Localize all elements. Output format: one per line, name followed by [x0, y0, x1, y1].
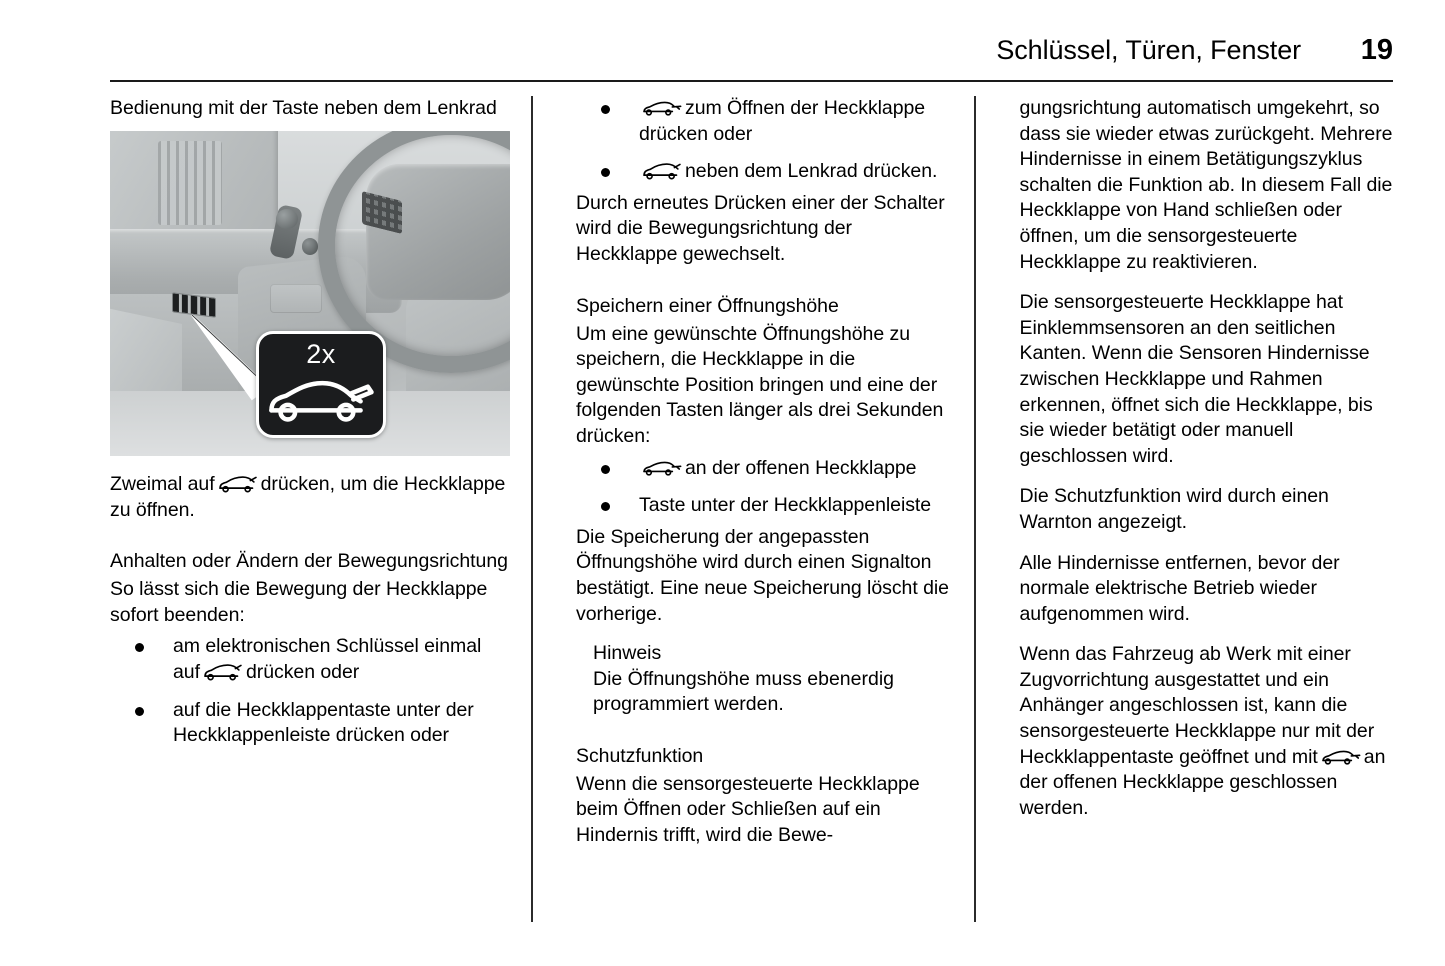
- bullet-text: zum Öffnen der Heckklappe drücken oder: [639, 97, 926, 145]
- figure-vehicle-interior: [110, 131, 510, 456]
- list-item: [110, 634, 510, 685]
- steering-wheel-hub: [366, 164, 510, 301]
- paragraph-speichern-anleitung: Um eine gewünschte Öffnungshöhe zu speichern, die Heckklappe in die gewünschte Position bringen und eine der folgenden Tasten länger als drei Sekunden drücken:: [576, 322, 944, 447]
- bullet-list-anhalten: [110, 634, 510, 748]
- bullet-dot-icon: [601, 465, 610, 474]
- paragraph-zweimal-druecken: [110, 472, 510, 523]
- paragraph-erneutes-druecken: Durch erneutes Drücken einer der Schalter wird die Bewegungsrichtung der Heckklappe gewechselt.: [576, 191, 945, 265]
- chapter-title: Schlüssel, Türen, Fenster: [996, 35, 1301, 65]
- car-tailgate-open-icon: [642, 99, 682, 117]
- gear-stalk-knob: [276, 209, 298, 229]
- car-tailgate-closed-icon: [203, 663, 243, 681]
- bullet-text-before: am elektronischen Schlüssel einmal auf: [173, 635, 482, 683]
- heading-speichern-oeffnungshoehe: Speichern einer Öffnungshöhe: [576, 294, 839, 317]
- paragraph-warnton: Die Schutzfunktion wird durch einen Warnton angezeigt.: [1019, 485, 1329, 533]
- list-item: [576, 159, 952, 185]
- car-tailgate-open-icon: [266, 374, 375, 423]
- paragraph-hindernisse-entfernen: Alle Hindernisse entfernen, bevor der normale elektrische Betrieb wieder aufgenommen wird.: [1019, 551, 1340, 625]
- heading-bedienung-taste-lenkrad: Bedienung mit der Taste neben dem Lenkrad: [110, 97, 497, 119]
- bullet-dot-icon: [601, 168, 610, 177]
- list-item: [576, 456, 952, 482]
- paragraph-zweimal-text-after: drücken, um die Heckklappe zu öffnen.: [110, 473, 506, 521]
- note-title: Hinweis: [593, 642, 662, 665]
- paragraph-schutzfunktion-teil1: Wenn die sensorgesteuerte Heckklappe beim Öffnen oder Schließen auf ein Hindernis trifft, wird die Bewe-: [576, 772, 920, 847]
- paragraph-schutzfunktion-teil2: gungsrichtung automatisch umgekehrt, so dass sie wieder etwas zurückgeht. Mehrere Hindernisse in einem Betätigungszyklus schalten die Funktion ab. In diesem Fall die Heckklappe von Hand schließen oder öffnen, um die sensorgesteuerte Heckklappe zu reaktivieren.: [1019, 97, 1393, 273]
- bullet-text: auf die Heckklappentaste unter der Heckklappenleiste drücken oder: [173, 698, 474, 747]
- callout-press-count: 2x: [306, 338, 336, 369]
- car-tailgate-open-icon: [1321, 748, 1361, 766]
- bullet-text: neben dem Lenkrad drücken.: [685, 160, 938, 183]
- paragraph-speicherung-bestaetigt: Die Speicherung der angepassten Öffnungshöhe wird durch einen Signalton bestätigt. Eine neue Speicherung löscht die vorherige.: [576, 525, 949, 625]
- bullet-list-speichern: [576, 456, 952, 519]
- column-divider-right: [974, 96, 976, 922]
- heading-anhalten-aendern: Anhalten oder Ändern der Bewegungsrichtung: [110, 550, 508, 573]
- list-item: [576, 96, 952, 147]
- bullet-dot-icon: [601, 502, 610, 511]
- column-3: [1020, 96, 1396, 926]
- car-tailgate-closed-icon: [218, 475, 258, 493]
- car-tailgate-closed-icon: [642, 162, 682, 180]
- defroster-vent: [158, 141, 222, 226]
- column-2: [576, 96, 952, 926]
- paragraph-zugvorrichtung-before: Wenn das Fahrzeug ab Werk mit einer Zugvorrichtung ausgestattet und ein Anhänger angeschlossen ist, kann die sensorgesteuerte Heckklappe nur mit der Heckklappentaste geöffnet und mit: [1019, 643, 1375, 768]
- callout-badge: [256, 331, 386, 438]
- note-text: Die Öffnungshöhe muss ebenerdig programmiert werden.: [593, 667, 895, 716]
- column-1: [110, 96, 510, 926]
- content-columns: [110, 96, 1395, 926]
- note-block-hinweis: [576, 641, 952, 718]
- page-header: [110, 34, 1393, 82]
- paragraph-bewegung-beenden: So lässt sich die Bewegung der Heckklappe sofort beenden:: [110, 578, 488, 626]
- bullet-dot-icon: [135, 643, 144, 652]
- column-divider-left: [531, 96, 533, 922]
- heading-schutzfunktion: Schutzfunktion: [576, 744, 704, 767]
- paragraph-einklemmsensoren: Die sensorgesteuerte Heckklappe hat Einklemmsensoren an den seitlichen Kanten. Wenn die Sensoren Hindernisse zwischen Heckklappe und Rahmen erkennen, öffnet sich die Heckklappe, bis sie wieder betätigt oder manuell geschlossen wird.: [1019, 291, 1373, 467]
- bullet-list-oeffnen: [576, 96, 952, 185]
- list-item: [576, 493, 952, 519]
- bullet-text: an der offenen Heckklappe: [685, 456, 917, 479]
- paragraph-zugvorrichtung-after: an der offenen Heckklappe geschlossen werden.: [1019, 745, 1386, 819]
- list-item: [110, 698, 510, 749]
- paragraph-zugvorrichtung: [1020, 642, 1396, 821]
- gear-stalk-end: [302, 238, 318, 254]
- bullet-dot-icon: [601, 105, 610, 114]
- paragraph-zweimal-text-before: Zweimal auf: [110, 473, 215, 495]
- bullet-dot-icon: [135, 707, 144, 716]
- bullet-text-after: drücken oder: [245, 660, 360, 683]
- page-number: 19: [1360, 34, 1393, 66]
- console-panel: [270, 284, 322, 313]
- bullet-text: Taste unter der Heckklappenleiste: [639, 494, 932, 517]
- car-tailgate-open-icon: [642, 459, 682, 477]
